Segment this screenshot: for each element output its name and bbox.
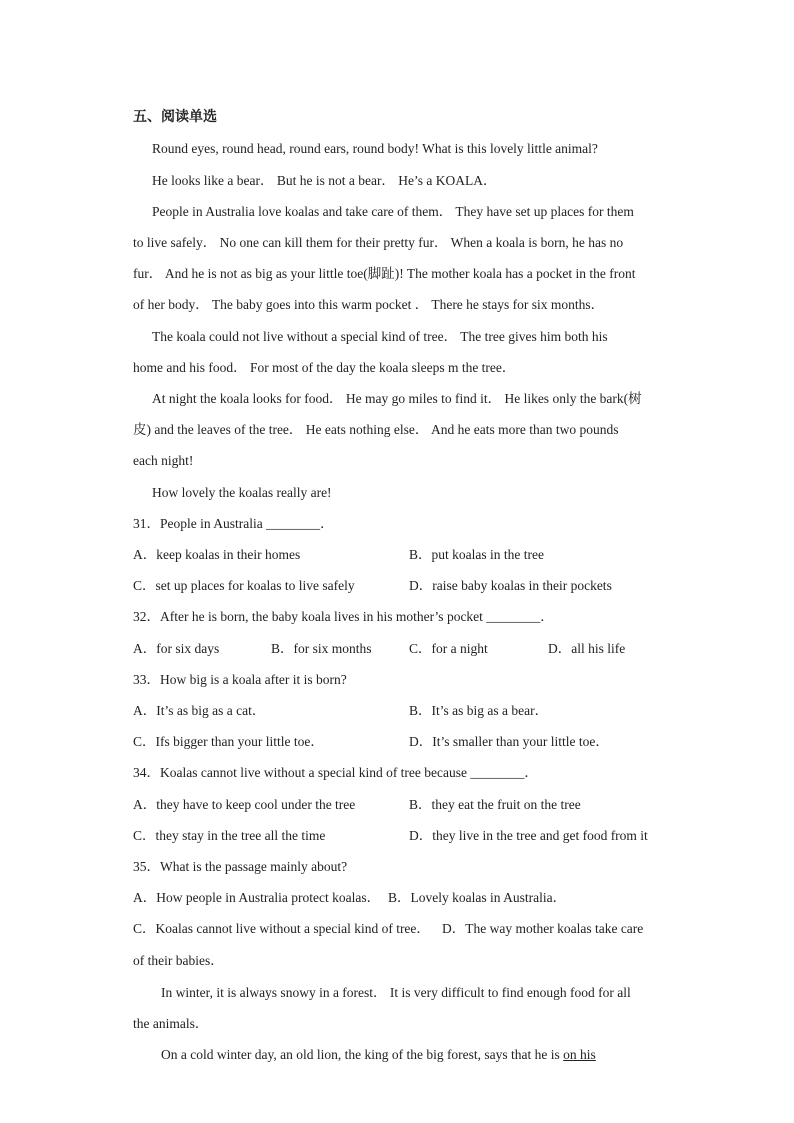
option-d[interactable]: D．they live in the tree and get food from it bbox=[409, 828, 648, 843]
passage1-line: of her body． The baby goes into this warm pocket ． There he stays for six months． bbox=[133, 297, 605, 312]
passage1-line: home and his food． For most of the day the koala sleeps m the tree． bbox=[133, 360, 516, 375]
option-c[interactable]: C．for a night bbox=[409, 641, 488, 656]
option-a[interactable]: A．keep koalas in their homes bbox=[133, 547, 301, 562]
underlined-phrase: on his bbox=[563, 1047, 596, 1062]
option-c[interactable]: C．set up places for koalas to live safely bbox=[133, 578, 355, 593]
passage2-line: the animals． bbox=[133, 1016, 209, 1031]
option-d-continued: of their babies． bbox=[133, 953, 224, 968]
passage2-line bbox=[161, 1046, 701, 1064]
passage1-line: Round eyes, round head, round ears, round body! What is this lovely little animal? bbox=[152, 141, 598, 156]
option-a[interactable]: A．they have to keep cool under the tree bbox=[133, 797, 356, 812]
passage1-line: He looks like a bear． But he is not a bear． He’s a KOALA． bbox=[152, 173, 497, 188]
passage1-line: At night the koala looks for food． He may go miles to find it． He likes only the bark(树 bbox=[152, 391, 642, 406]
option-d[interactable]: D．The way mother koalas take care bbox=[442, 921, 644, 936]
passage1-line: each night! bbox=[133, 453, 194, 468]
option-a[interactable]: A．How people in Australia protect koalas． bbox=[133, 890, 381, 905]
option-d[interactable]: D．all his life bbox=[548, 641, 626, 656]
option-d[interactable]: D．raise baby koalas in their pockets bbox=[409, 578, 612, 593]
question-stem: 31．People in Australia ________． bbox=[133, 516, 334, 531]
question-stem: 35．What is the passage mainly about? bbox=[133, 859, 348, 874]
passage1-line: The koala could not live without a special kind of tree． The tree gives him both his bbox=[152, 329, 608, 344]
passage2-line: In winter, it is always snowy in a forest． It is very difficult to find enough food for all bbox=[161, 985, 631, 1000]
option-c[interactable]: C．Ifs bigger than your little toe． bbox=[133, 734, 324, 749]
option-a[interactable]: A．It’s as big as a cat． bbox=[133, 703, 266, 718]
passage1-line: fur． And he is not as big as your little toe(脚趾)! The mother koala has a pocket in the front bbox=[133, 266, 636, 281]
option-b[interactable]: B．put koalas in the tree bbox=[409, 547, 544, 562]
option-b[interactable]: B．they eat the fruit on the tree bbox=[409, 797, 581, 812]
option-b[interactable]: B．It’s as big as a bear． bbox=[409, 703, 549, 718]
question-stem: 32．After he is born, the baby koala lives in his mother’s pocket ________． bbox=[133, 609, 554, 624]
option-d[interactable]: D．It’s smaller than your little toe． bbox=[409, 734, 609, 749]
passage1-line: to live safely． No one can kill them for their pretty fur． When a koala is born, he has no bbox=[133, 235, 624, 250]
option-b[interactable]: B．Lovely koalas in Australia． bbox=[388, 890, 567, 905]
passage1-line: 皮) and the leaves of the tree． He eats nothing else． And he eats more than two pounds bbox=[133, 422, 619, 437]
question-stem: 34．Koalas cannot live without a special kind of tree because ________． bbox=[133, 765, 538, 780]
option-c[interactable]: C．they stay in the tree all the time bbox=[133, 828, 326, 843]
question-stem: 33．How big is a koala after it is born? bbox=[133, 672, 347, 687]
option-b[interactable]: B．for six months bbox=[271, 641, 372, 656]
passage2-text: On a cold winter day, an old lion, the king of the big forest, says that he is bbox=[161, 1047, 564, 1062]
passage1-line: People in Australia love koalas and take care of them． They have set up places for them bbox=[152, 204, 634, 219]
section-title: 五、阅读单选 bbox=[133, 109, 217, 125]
passage1-line: How lovely the koalas really are! bbox=[152, 485, 332, 500]
option-a[interactable]: A．for six days bbox=[133, 641, 220, 656]
option-c[interactable]: C．Koalas cannot live without a special kind of tree． bbox=[133, 921, 430, 936]
